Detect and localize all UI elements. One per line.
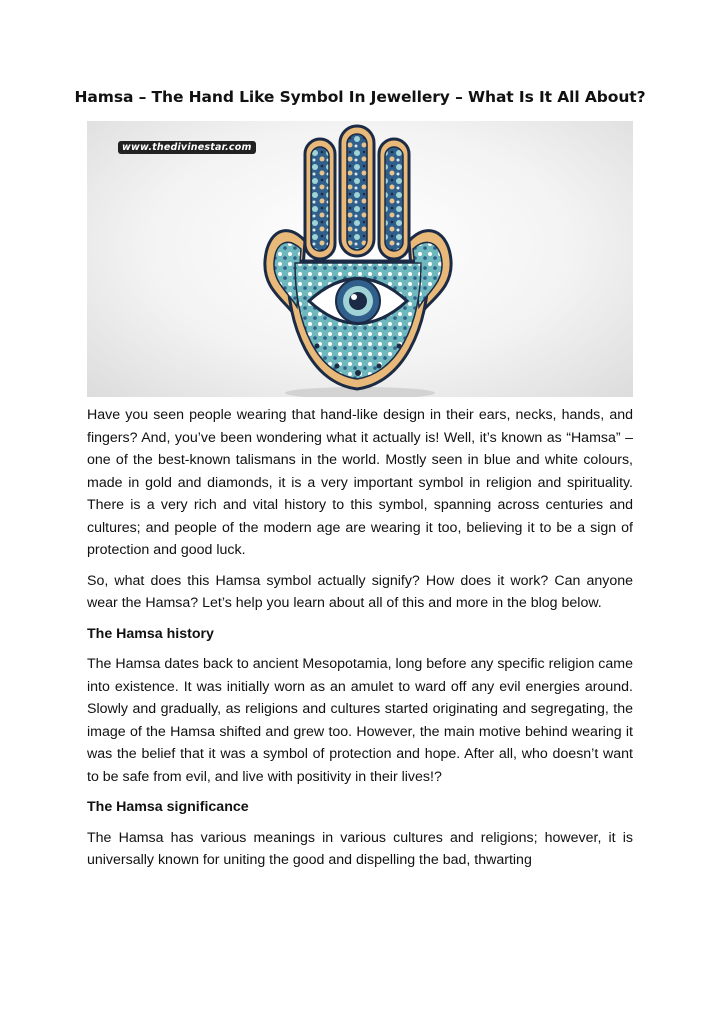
section-text-significance: The Hamsa has various meanings in various cultures and religions; however, it is universally known for uniting the good and dispelling the bad, thwarting — [87, 829, 633, 868]
intro-paragraph-1: Have you seen people wearing that hand-like design in their ears, necks, hands, and fingers? And, you’ve been wondering what it actually is! Well, it’s known as “Hamsa” – one of the best-known talismans in the world. Mostly seen in blue and white colours, made in gold and diamonds, it is a very important symbol in religion and spirituality. There is a very rich and vital history to this symbol, spanning across centuries and cultures; and people of the modern age are wearing it too, believing it to be a sign of protection and good luck. — [87, 407, 633, 558]
article-body — [87, 404, 633, 880]
hamsa-hand-icon — [87, 121, 633, 397]
section-text-history: The Hamsa dates back to ancient Mesopotamia, long before any specific religion came into existence. It was initially worn as an amulet to ward off any evil energies around. Slowly and gradually, as religions and cultures started originating and segregating, the image of the Hamsa shifted and grew too. However, the main motive behind wearing it was the belief that it was a symbol of protection and hope. After all, who doesn’t want to be safe from evil, and live with positivity in their lives!? — [87, 656, 633, 785]
watermark-text: www.thedivinestar.com — [118, 141, 256, 154]
intro-paragraph-2: So, what does this Hamsa symbol actually signify? How does it work? Can anyone wear the Hamsa? Let’s help you learn about all of this and more in the blog below. — [87, 572, 633, 611]
page-title: Hamsa – The Hand Like Symbol In Jewellery – What Is It All About? — [74, 88, 646, 106]
hero-image — [87, 121, 633, 397]
section-heading-significance: The Hamsa significance — [87, 799, 249, 815]
section-heading-history: The Hamsa history — [87, 625, 214, 642]
